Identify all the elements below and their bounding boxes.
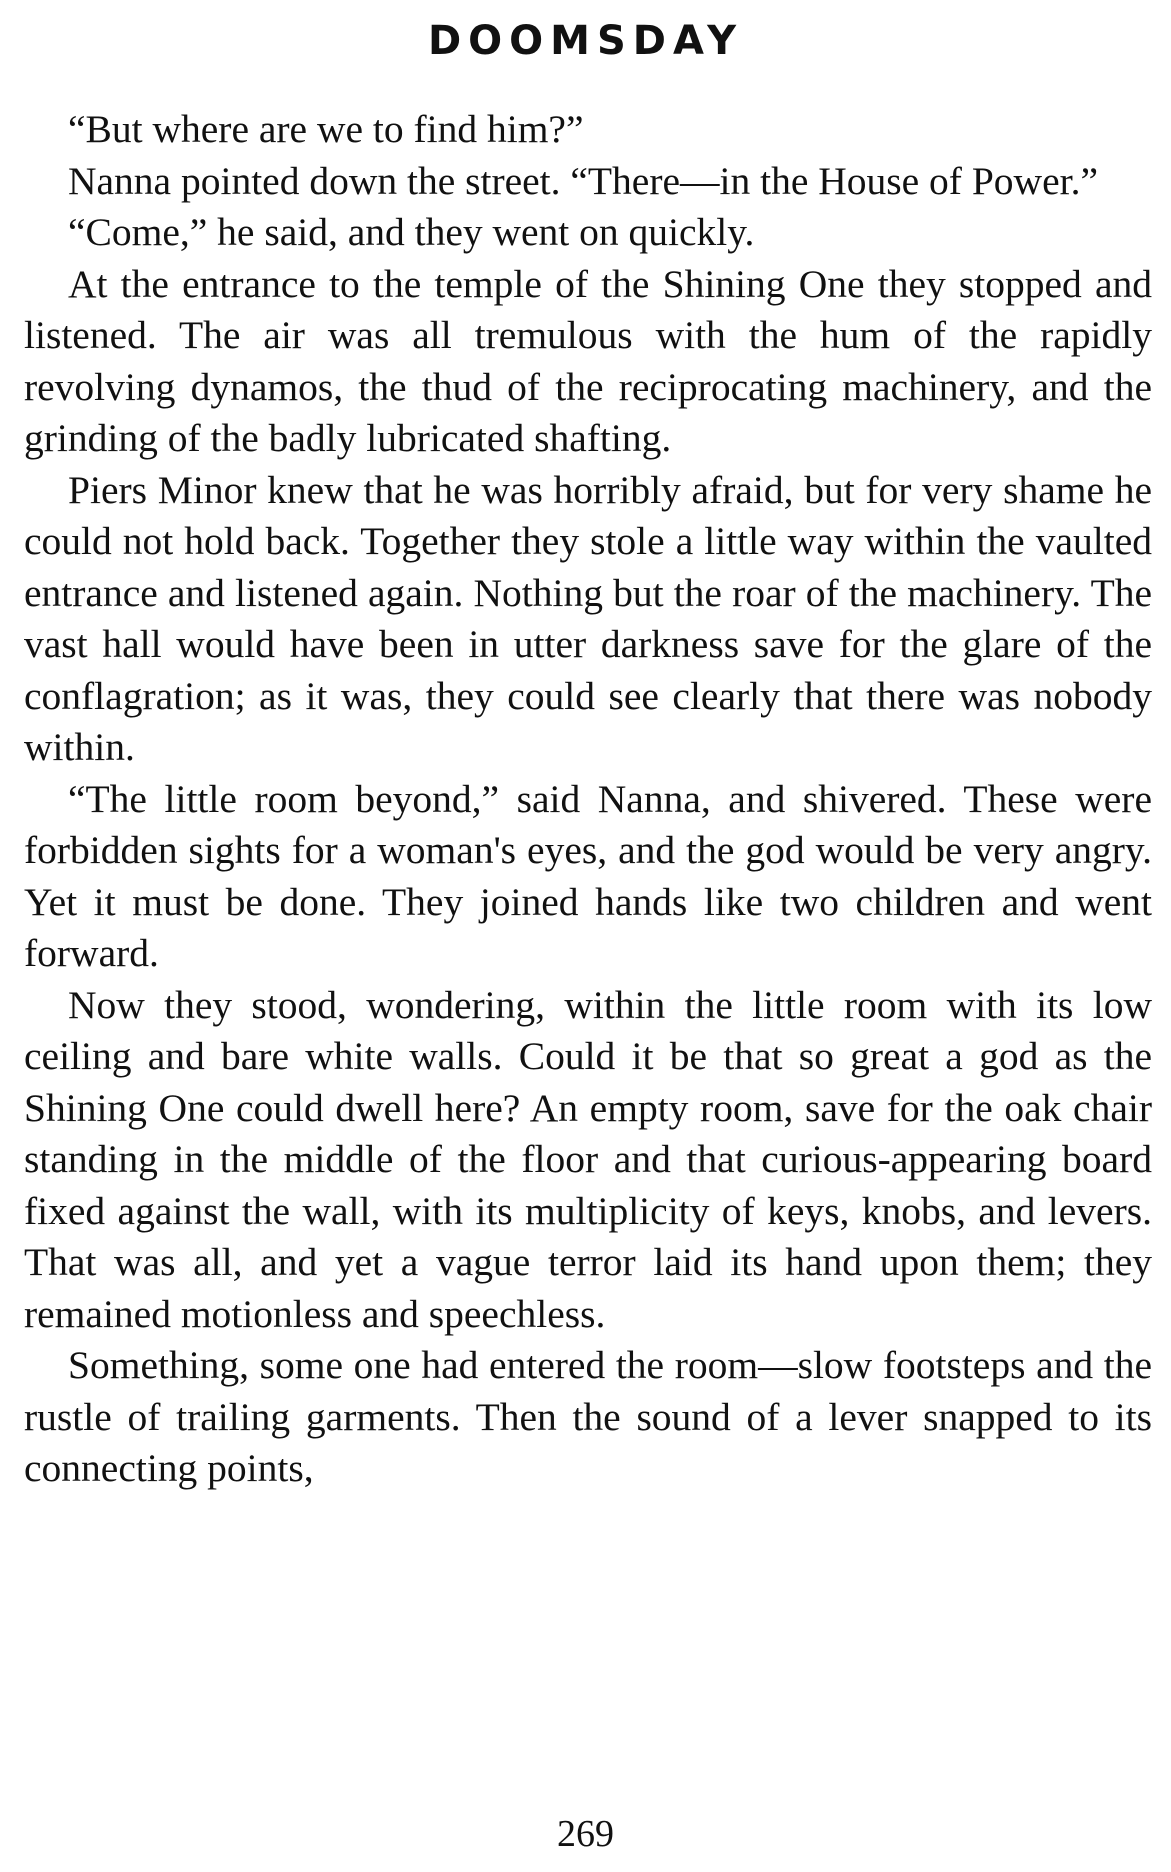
paragraph: “But where are we to find him?” bbox=[68, 107, 584, 151]
paragraph: Nanna pointed down the street. “There—in the House of Power.” bbox=[68, 158, 1098, 203]
paragraph: Now they stood, wondering, within the little room with its low ceiling and bare white walls. Could it be that so great a god as the Shining One could dwell here? An empty room, save for the oak chair standing in the middle of the floor and that curious-appearing board fixed against the wall, with its multiplicity of keys, knobs, and levers. That was all, and yet a vague terror laid its hand upon them; they remained motionless and speechless. bbox=[24, 982, 1152, 1336]
paragraph: Something, some one had entered the room—slow footsteps and the rustle of trailing garments. Then the sound of a lever snapped to its connecting points, bbox=[24, 1343, 1152, 1490]
page-number: 269 bbox=[557, 1813, 614, 1855]
body-text bbox=[24, 104, 1152, 1495]
paragraph: “Come,” he said, and they went on quickly. bbox=[68, 210, 755, 254]
running-head: DOOMSDAY bbox=[427, 18, 744, 64]
paragraph: Piers Minor knew that he was horribly afraid, but for very shame he could not hold back. Together they stole a little way within the vaulted entrance and listened again. Nothing but the roar of the machinery. The vast hall would have been in utter darkness save for the glare of the conflagration; as it was, they could see clearly that there was nobody within. bbox=[24, 467, 1152, 769]
paragraph: “The little room beyond,” said Nanna, and shivered. These were forbidden sights for a woman's eyes, and the god would be very angry. Yet it must be done. They joined hands like two children and went forward. bbox=[24, 776, 1152, 975]
paragraph: At the entrance to the temple of the Shining One they stopped and listened. The air was all tremulous with the hum of the rapidly revolving dynamos, the thud of the reciprocating machinery, and the grinding of the badly lubricated shafting. bbox=[24, 261, 1152, 460]
